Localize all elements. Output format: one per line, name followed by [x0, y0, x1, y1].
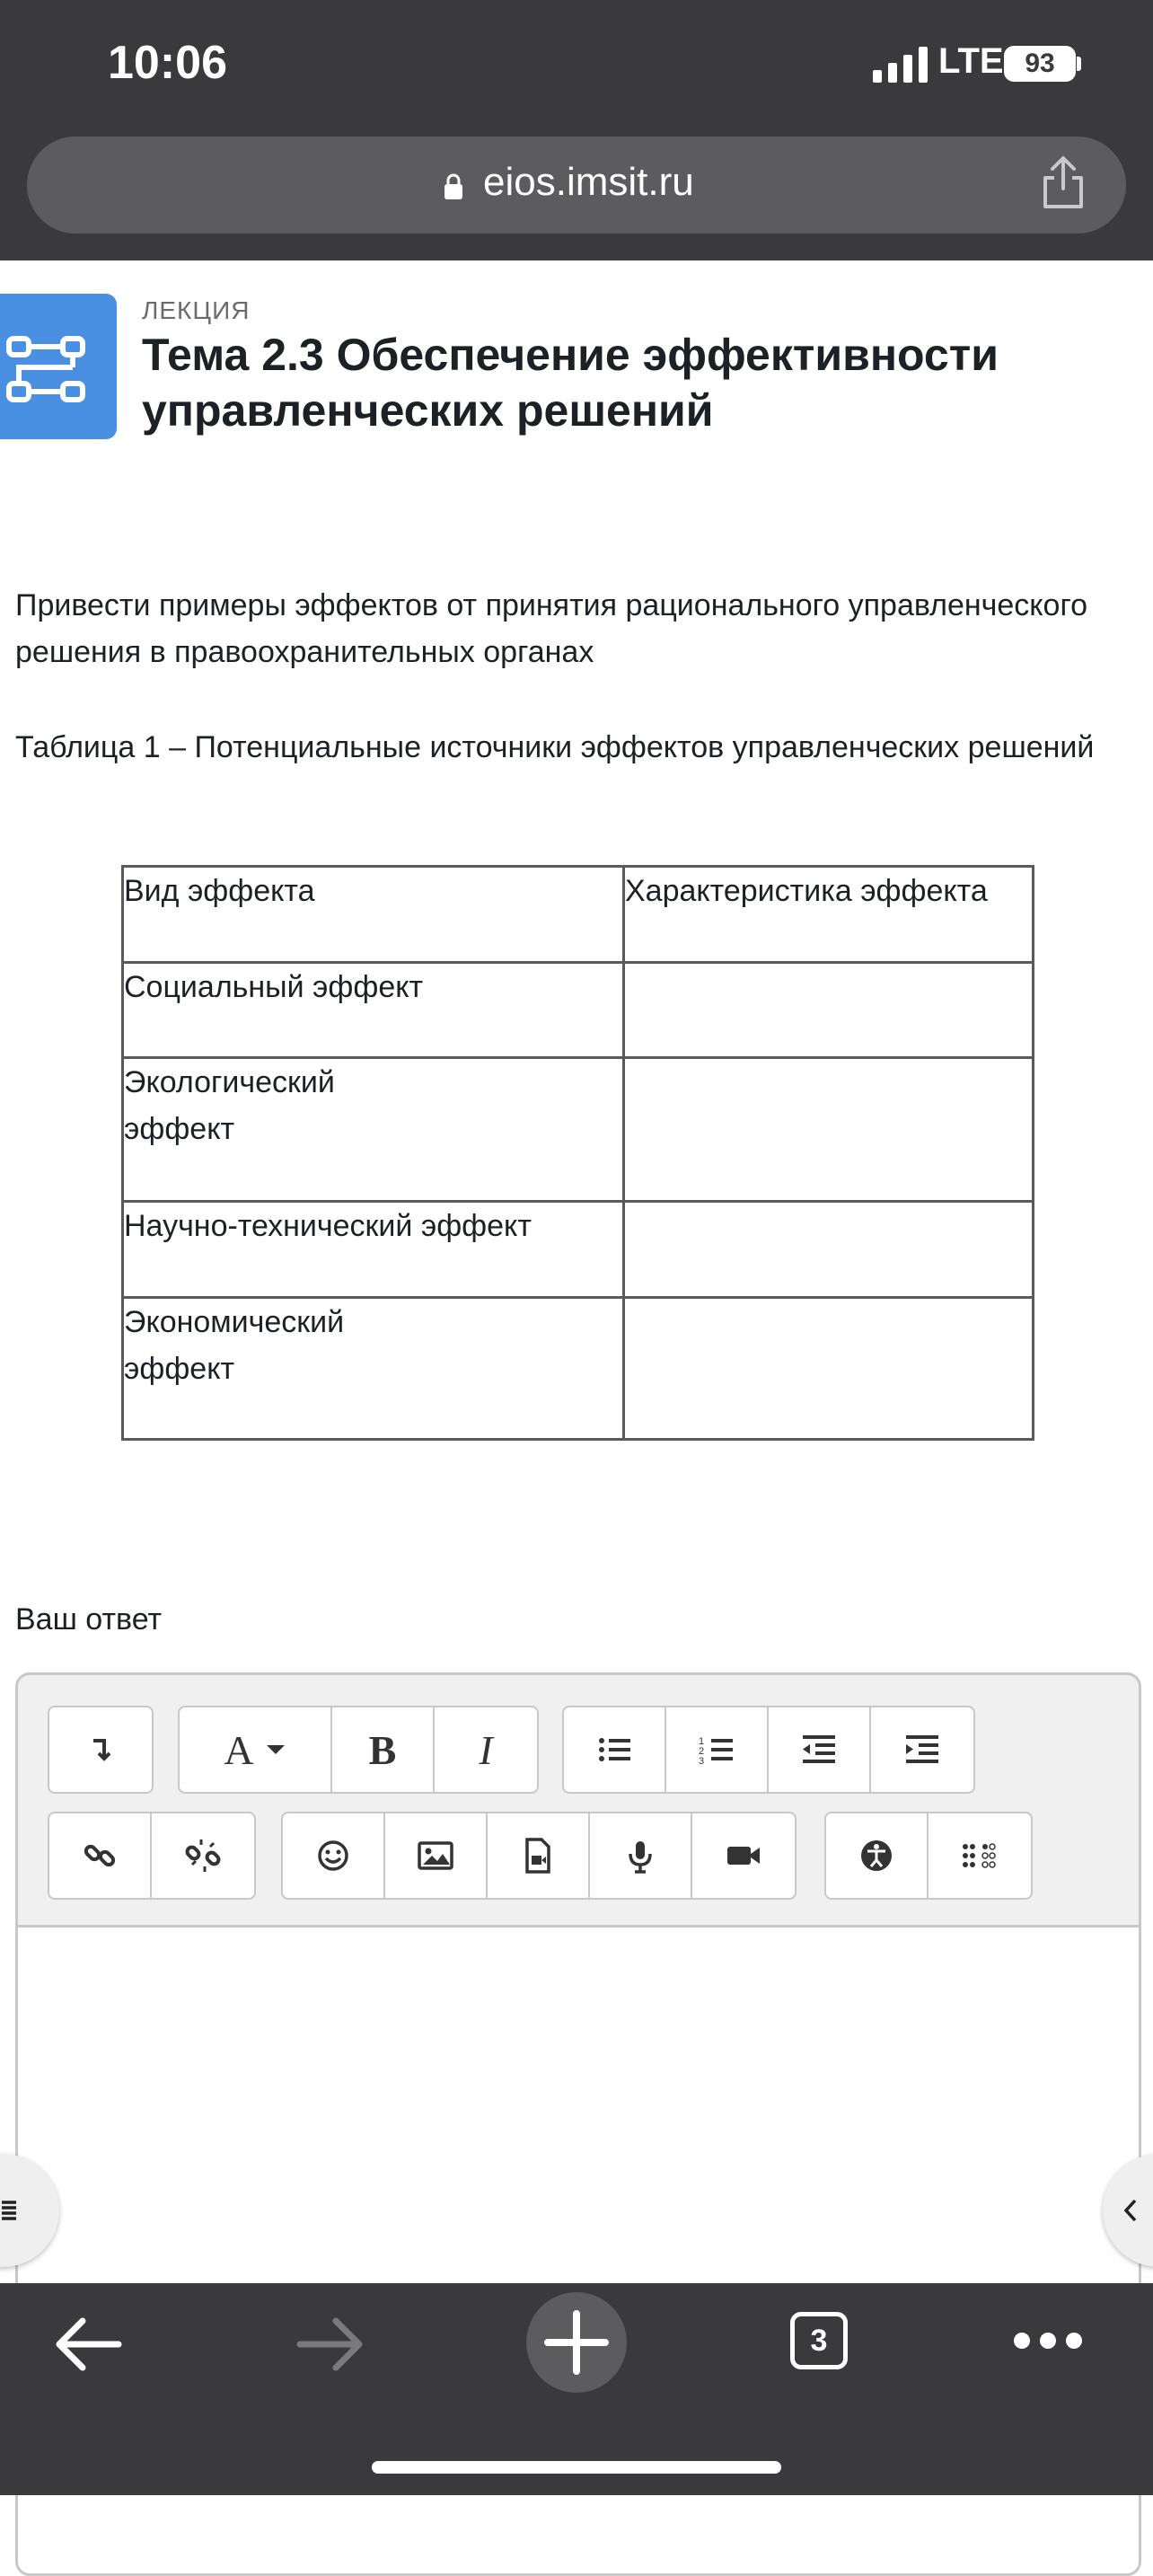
font-style-label: A: [224, 1726, 254, 1773]
activity-type-label: ЛЕКЦИЯ: [142, 296, 251, 324]
battery-level: 93: [1004, 46, 1076, 82]
outdent-button[interactable]: [769, 1707, 871, 1792]
arrow-down-icon: [81, 1730, 120, 1769]
emoji-button[interactable]: [283, 1813, 385, 1898]
forward-arrow-icon[interactable]: [295, 2316, 366, 2373]
video-camera-icon: [724, 1836, 763, 1875]
accessibility-icon: [857, 1836, 896, 1875]
outdent-icon: [799, 1730, 839, 1769]
bullet-list-icon: [594, 1730, 634, 1769]
caret-down-icon: [265, 1739, 286, 1760]
record-audio-button[interactable]: [590, 1813, 692, 1898]
table-header-cell: Вид эффекта: [123, 867, 624, 963]
svg-text:3: 3: [699, 1756, 705, 1767]
battery-icon: [1077, 57, 1081, 71]
collapse-toolbar-button[interactable]: [49, 1707, 152, 1792]
toolbar-group-accessibility: [824, 1812, 1033, 1900]
answer-label: Ваш ответ: [15, 1602, 163, 1636]
table-cell: [624, 963, 1034, 1058]
tabs-count-button[interactable]: 3: [790, 2312, 848, 2369]
bullet-list-button[interactable]: [564, 1707, 666, 1792]
insert-media-button[interactable]: [488, 1813, 590, 1898]
back-arrow-icon[interactable]: [52, 2316, 124, 2373]
indent-icon: [902, 1730, 942, 1769]
table-cell: [624, 1202, 1034, 1298]
svg-text:2: 2: [699, 1746, 705, 1757]
toolbar-group-collapse: [48, 1706, 154, 1794]
list-icon: [2, 2197, 20, 2224]
screenreader-helper-button[interactable]: [929, 1813, 1031, 1898]
cellular-signal-icon: [873, 47, 929, 83]
svg-text:1: 1: [699, 1736, 705, 1747]
record-video-button[interactable]: [692, 1813, 795, 1898]
bold-label: B: [368, 1726, 397, 1773]
table-row: [123, 1298, 1034, 1440]
table-cell: [624, 1058, 1034, 1202]
indent-button[interactable]: [871, 1707, 973, 1792]
question-prompt: Привести примеры эффектов от принятия рационального управленческого решения в правоохранительных органах: [15, 588, 1088, 669]
table-cell: Социальный эффект: [123, 963, 624, 1058]
italic-label: I: [479, 1726, 493, 1773]
smiley-icon: [313, 1836, 353, 1875]
table-caption: Таблица 1 – Потенциальные источники эффектов управленческих решений: [15, 730, 1095, 764]
image-icon: [416, 1836, 455, 1875]
table-cell: [624, 1298, 1034, 1440]
status-time: 10:06: [108, 37, 227, 89]
home-indicator: [372, 2461, 781, 2474]
numbered-list-button[interactable]: [666, 1707, 769, 1792]
table-cell: Экономический эффект: [123, 1298, 624, 1440]
more-options-icon[interactable]: [1011, 2330, 1085, 2351]
page-title: Тема 2.3 Обеспечение эффективности управленческих решений: [142, 330, 999, 436]
table-header-row: [123, 867, 1034, 963]
numbered-list-icon: [697, 1730, 736, 1769]
effects-table: [121, 865, 1034, 1441]
network-type: LTE: [938, 41, 1004, 81]
table-row: [123, 1058, 1034, 1202]
toolbar-group-format: [178, 1706, 539, 1794]
url-text[interactable]: eios.imsit.ru: [483, 160, 694, 204]
table-row: [123, 963, 1034, 1058]
braille-icon: [960, 1836, 999, 1875]
italic-button[interactable]: [435, 1707, 537, 1792]
microphone-icon: [621, 1836, 660, 1875]
table-cell: Научно-технический эффект: [123, 1202, 624, 1298]
unlink-button[interactable]: [152, 1813, 254, 1898]
link-icon: [80, 1836, 119, 1875]
toolbar-group-lists: [562, 1706, 975, 1794]
share-icon[interactable]: [1038, 154, 1088, 210]
insert-image-button[interactable]: [385, 1813, 488, 1898]
bold-button[interactable]: [332, 1707, 435, 1792]
table-row: [123, 1202, 1034, 1298]
table-cell: Экологический эффект: [123, 1058, 624, 1202]
lock-icon: [444, 172, 463, 199]
link-button[interactable]: [49, 1813, 152, 1898]
lecture-module-icon: [0, 294, 117, 439]
toolbar-group-links: [48, 1812, 256, 1900]
unlink-icon: [183, 1836, 223, 1875]
editor-toolbar: [18, 1675, 1139, 1928]
chevron-left-icon: [1122, 2197, 1137, 2224]
font-style-dropdown[interactable]: [180, 1707, 332, 1792]
toolbar-group-media: [281, 1812, 797, 1900]
accessibility-checker-button[interactable]: [826, 1813, 929, 1898]
new-tab-icon[interactable]: [526, 2292, 627, 2393]
media-file-icon: [518, 1836, 558, 1875]
table-header-cell: Характеристика эффекта: [624, 867, 1034, 963]
